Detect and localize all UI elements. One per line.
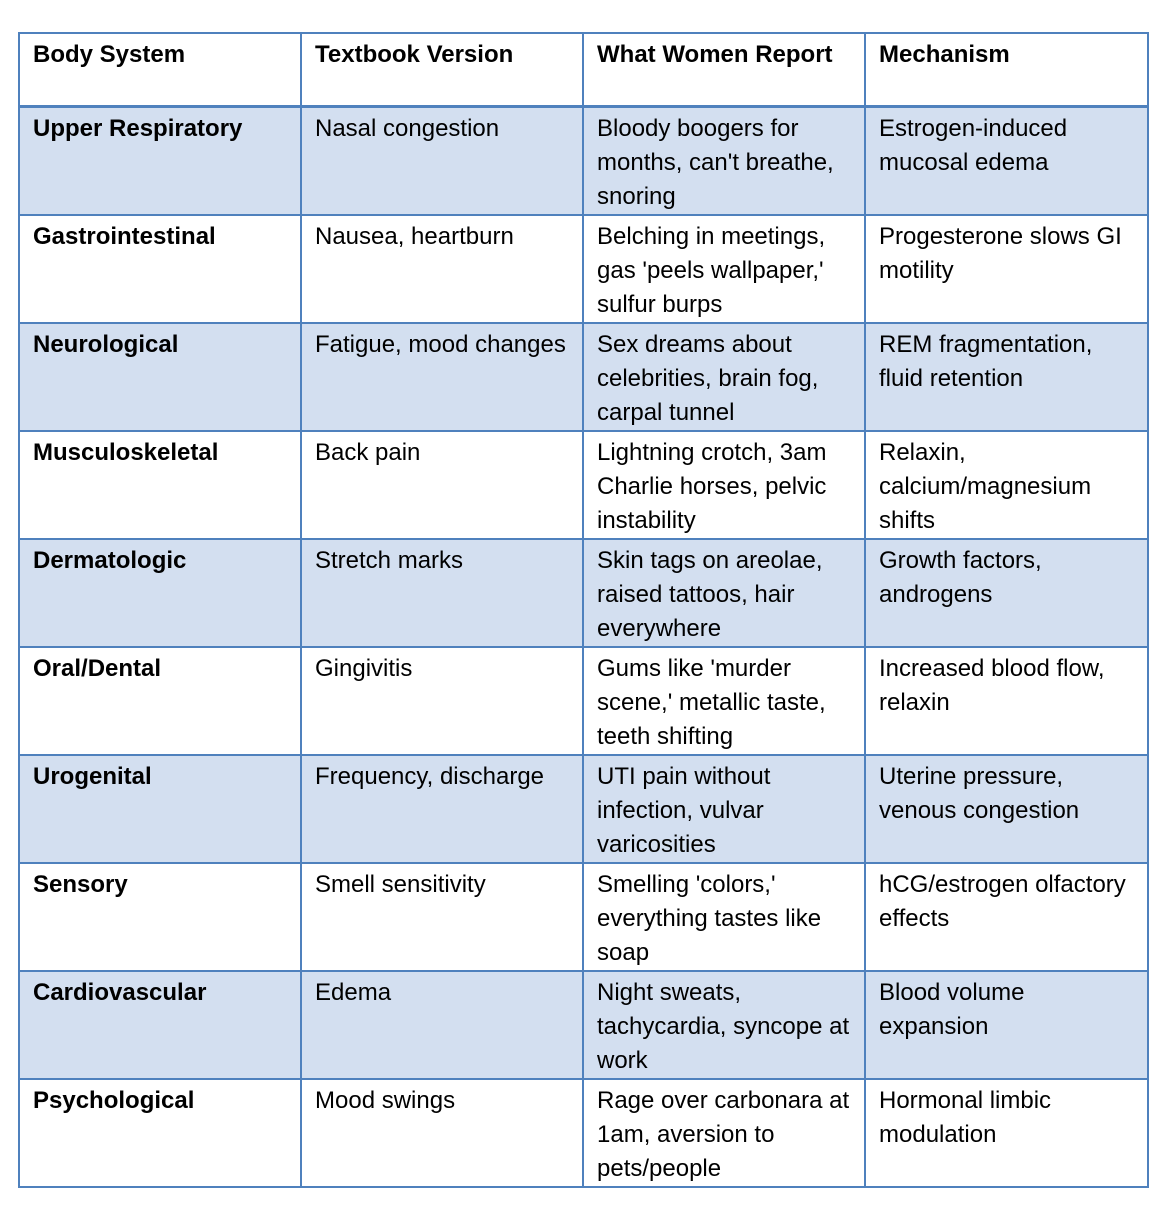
cell-textbook-version: Back pain xyxy=(301,431,583,539)
cell-what-women-report: Sex dreams about celebrities, brain fog, carpal tunnel xyxy=(583,323,865,431)
cell-mechanism: Hormonal limbic modulation xyxy=(865,1079,1148,1187)
header-what-women-report: What Women Report xyxy=(583,33,865,106)
cell-mechanism: hCG/estrogen olfactory effects xyxy=(865,863,1148,971)
cell-body-system: Upper Respiratory xyxy=(19,106,301,215)
table-row xyxy=(19,647,1148,755)
cell-mechanism: Uterine pressure, venous congestion xyxy=(865,755,1148,863)
cell-body-system: Dermatologic xyxy=(19,539,301,647)
cell-mechanism: Increased blood flow, relaxin xyxy=(865,647,1148,755)
table-row xyxy=(19,431,1148,539)
cell-body-system: Neurological xyxy=(19,323,301,431)
cell-textbook-version: Mood swings xyxy=(301,1079,583,1187)
cell-what-women-report: Smelling 'colors,' everything tastes like soap xyxy=(583,863,865,971)
cell-textbook-version: Nasal congestion xyxy=(301,106,583,215)
cell-body-system: Sensory xyxy=(19,863,301,971)
cell-what-women-report: Belching in meetings, gas 'peels wallpaper,' sulfur burps xyxy=(583,215,865,323)
cell-textbook-version: Gingivitis xyxy=(301,647,583,755)
table-row xyxy=(19,215,1148,323)
cell-what-women-report: Lightning crotch, 3am Charlie horses, pelvic instability xyxy=(583,431,865,539)
table-row xyxy=(19,755,1148,863)
table-row xyxy=(19,106,1148,215)
cell-mechanism: Estrogen-induced mucosal edema xyxy=(865,106,1148,215)
cell-body-system: Urogenital xyxy=(19,755,301,863)
cell-textbook-version: Frequency, discharge xyxy=(301,755,583,863)
header-row xyxy=(19,33,1148,106)
cell-what-women-report: Gums like 'murder scene,' metallic taste, teeth shifting xyxy=(583,647,865,755)
header-body-system: Body System xyxy=(19,33,301,106)
cell-body-system: Cardiovascular xyxy=(19,971,301,1079)
cell-textbook-version: Edema xyxy=(301,971,583,1079)
cell-textbook-version: Nausea, heartburn xyxy=(301,215,583,323)
cell-body-system: Gastrointestinal xyxy=(19,215,301,323)
table-row xyxy=(19,971,1148,1079)
cell-what-women-report: UTI pain without infection, vulvar varicosities xyxy=(583,755,865,863)
cell-textbook-version: Stretch marks xyxy=(301,539,583,647)
cell-mechanism: Blood volume expansion xyxy=(865,971,1148,1079)
header-mechanism: Mechanism xyxy=(865,33,1148,106)
cell-what-women-report: Skin tags on areolae, raised tattoos, hair everywhere xyxy=(583,539,865,647)
cell-mechanism: Progesterone slows GI motility xyxy=(865,215,1148,323)
table-row xyxy=(19,863,1148,971)
cell-what-women-report: Bloody boogers for months, can't breathe, snoring xyxy=(583,106,865,215)
table-row xyxy=(19,323,1148,431)
cell-what-women-report: Night sweats, tachycardia, syncope at work xyxy=(583,971,865,1079)
symptom-table xyxy=(18,32,1149,1188)
cell-mechanism: Growth factors, androgens xyxy=(865,539,1148,647)
table-row xyxy=(19,539,1148,647)
header-textbook-version: Textbook Version xyxy=(301,33,583,106)
cell-what-women-report: Rage over carbonara at 1am, aversion to pets/people xyxy=(583,1079,865,1187)
cell-body-system: Psychological xyxy=(19,1079,301,1187)
table-row xyxy=(19,1079,1148,1187)
cell-mechanism: Relaxin, calcium/magnesium shifts xyxy=(865,431,1148,539)
cell-textbook-version: Smell sensitivity xyxy=(301,863,583,971)
cell-body-system: Musculoskeletal xyxy=(19,431,301,539)
cell-mechanism: REM fragmentation, fluid retention xyxy=(865,323,1148,431)
cell-body-system: Oral/Dental xyxy=(19,647,301,755)
cell-textbook-version: Fatigue, mood changes xyxy=(301,323,583,431)
